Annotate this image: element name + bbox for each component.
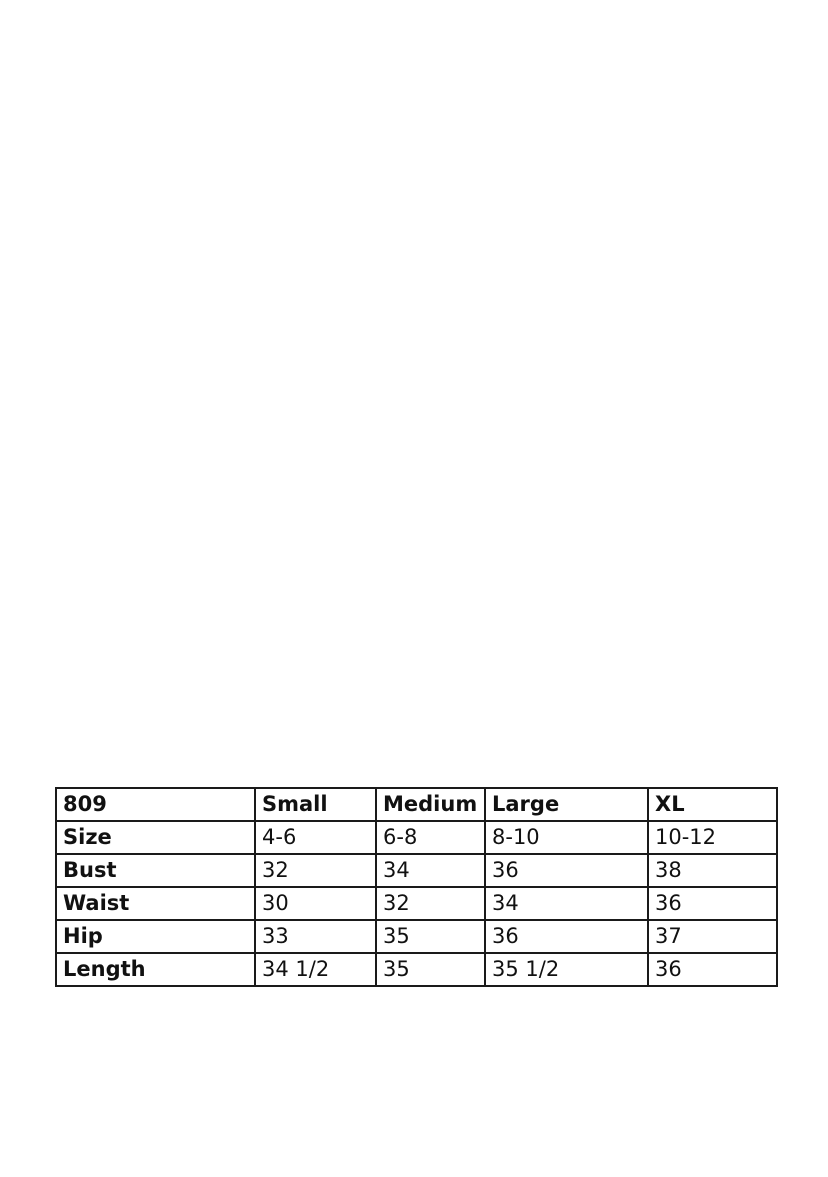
row-label-bust: Bust bbox=[56, 854, 255, 887]
table-cell: 36 bbox=[485, 854, 648, 887]
table-row bbox=[56, 854, 777, 887]
row-label-waist: Waist bbox=[56, 887, 255, 920]
table-cell: 6-8 bbox=[376, 821, 485, 854]
table-cell: 37 bbox=[648, 920, 777, 953]
table-row bbox=[56, 920, 777, 953]
table-cell: 35 1/2 bbox=[485, 953, 648, 986]
table-cell: 33 bbox=[255, 920, 376, 953]
row-label-hip: Hip bbox=[56, 920, 255, 953]
table-cell: 36 bbox=[648, 887, 777, 920]
table-cell: 36 bbox=[485, 920, 648, 953]
table-cell: 35 bbox=[376, 953, 485, 986]
table-row bbox=[56, 821, 777, 854]
column-header-large: Large bbox=[485, 788, 648, 821]
table-cell: 32 bbox=[376, 887, 485, 920]
table-cell: 34 bbox=[376, 854, 485, 887]
table-cell: 8-10 bbox=[485, 821, 648, 854]
table-cell: 35 bbox=[376, 920, 485, 953]
style-number-cell: 809 bbox=[56, 788, 255, 821]
table-cell: 34 bbox=[485, 887, 648, 920]
table-row bbox=[56, 953, 777, 986]
table-cell: 36 bbox=[648, 953, 777, 986]
column-header-xl: XL bbox=[648, 788, 777, 821]
row-label-length: Length bbox=[56, 953, 255, 986]
table-cell: 38 bbox=[648, 854, 777, 887]
table-cell: 10-12 bbox=[648, 821, 777, 854]
row-label-size: Size bbox=[56, 821, 255, 854]
table-cell: 32 bbox=[255, 854, 376, 887]
table-row bbox=[56, 887, 777, 920]
table-cell: 34 1/2 bbox=[255, 953, 376, 986]
column-header-medium: Medium bbox=[376, 788, 485, 821]
table-header-row bbox=[56, 788, 777, 821]
table-cell: 4-6 bbox=[255, 821, 376, 854]
table-cell: 30 bbox=[255, 887, 376, 920]
column-header-small: Small bbox=[255, 788, 376, 821]
size-chart-table bbox=[55, 787, 778, 987]
